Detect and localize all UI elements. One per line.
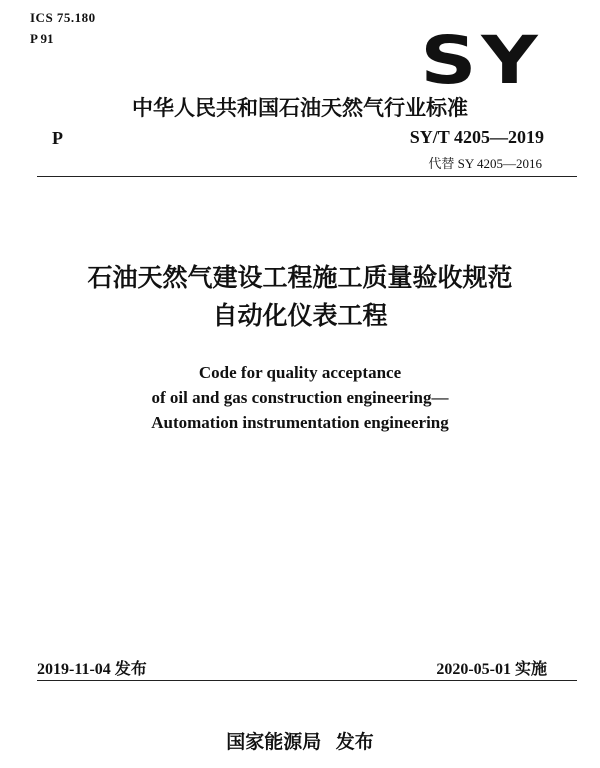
sy-logo: SY	[420, 22, 542, 99]
standard-type: 中华人民共和国石油天然气行业标准	[132, 96, 468, 120]
title-cn-line1: 石油天然气建设工程施工质量验收规范	[87, 263, 513, 292]
title-cn-line2: 自动化仪表工程	[212, 301, 388, 330]
standard-code: SY/T 4205—2019	[409, 127, 544, 147]
category-letter: P	[52, 128, 63, 148]
title-en-line3: Automation instrumentation engineering	[151, 413, 449, 432]
issuing-authority: 国家能源局 发布	[226, 731, 374, 753]
ics-code: ICS 75.180	[30, 10, 96, 25]
issue-date: 2019-11-04 发布	[37, 661, 147, 678]
footer-divider	[37, 680, 577, 681]
replaces-note: 代替 SY 4205—2016	[428, 156, 542, 171]
ccs-code: P 91	[30, 31, 54, 46]
title-en-line2: of oil and gas construction engineering—	[151, 388, 449, 407]
title-en-line1: Code for quality acceptance	[198, 363, 402, 382]
header-divider	[37, 176, 577, 177]
implementation-date: 2020-05-01 实施	[436, 661, 547, 678]
